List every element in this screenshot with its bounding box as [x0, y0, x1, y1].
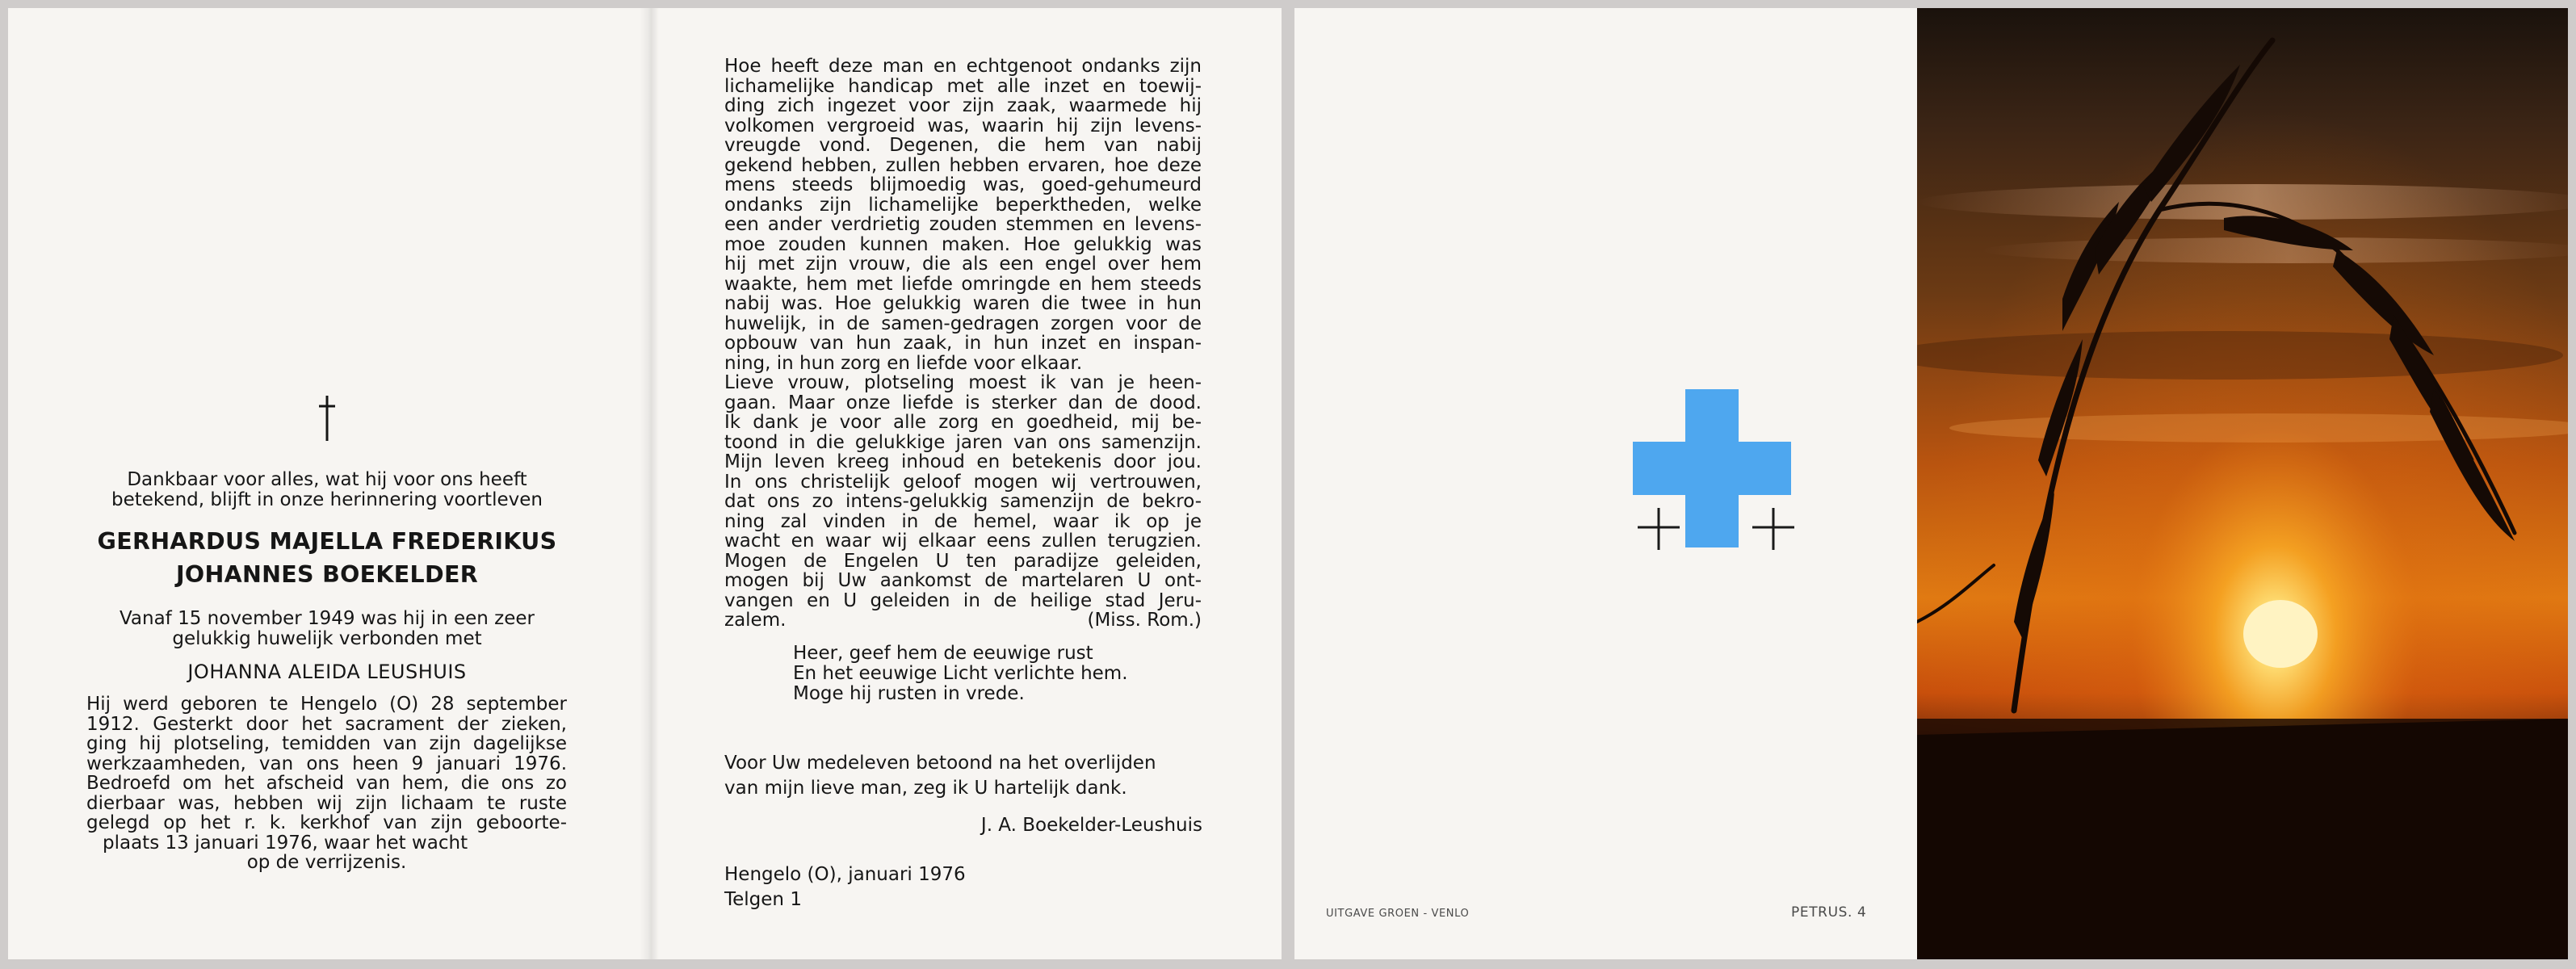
spouse-name [85, 662, 569, 682]
tribute-line: opbouw van hun zaak, in hun inzet en inspan- [724, 333, 1202, 354]
card-code-text: PETRUS. 4 [1791, 904, 1867, 921]
sunset-wheat-photo [1917, 8, 2568, 959]
tribute-line: Lieve vrouw, plotseling moest ik van je heen- [724, 372, 1202, 393]
tribute-line: huwelijk, in de samen-gedragen zorgen voor de [724, 313, 1202, 334]
deceased-name [65, 525, 589, 591]
bio-line: Hij werd geboren te Hengelo (O) 28 september [86, 694, 567, 715]
name-line-1: GERHARDUS MAJELLA FREDERIKUS [97, 528, 557, 555]
tribute-line: ding zich ingezet voor zijn zaak, waarmede hij [724, 95, 1202, 116]
thanks-line: van mijn lieve man, zeg ik U hartelijk dank. [724, 778, 1127, 799]
tribute-line: moe zouden kunnen maken. Hoe gelukkig was [724, 233, 1202, 255]
biography-text [86, 694, 567, 873]
marriage-line: Vanaf 15 november 1949 was hij in een zeer [119, 608, 535, 629]
tribute-line: Ik dank je voor alle zorg en goedheid, mij be- [724, 412, 1202, 433]
place-date [724, 862, 1128, 912]
card-code [1791, 904, 1866, 921]
tribute-line: Hoe heeft deze man en echtgenoot ondanks zijn [724, 56, 1202, 77]
tribute-line: wacht en waar wij elkaar eens zullen terugzien. [724, 531, 1202, 552]
tribute-line: Mijn leven kreeg inhoud en betekenis door jou. [724, 451, 1202, 472]
bio-line: 1912. Gesterkt door het sacrament der zieken, [86, 713, 567, 735]
latin-cross-icon [315, 394, 339, 443]
prayer-text [793, 644, 1132, 704]
spouse-name-text: JOHANNA ALEIDA LEUSHUIS [187, 661, 467, 683]
tribute-line: gekend hebben, zullen hebben ervaren, hoe deze [724, 154, 1202, 176]
tribute-line: zalem. [724, 610, 787, 631]
tribute-line: lichamelijke handicap met alle inzet en toewij- [724, 75, 1202, 97]
bio-line: werkzaamheden, van ons heen 9 januari 1976. [86, 753, 567, 774]
marriage-line: gelukkig huwelijk verbonden met [172, 628, 482, 649]
publisher-credit [1326, 908, 1469, 920]
tribute-line: toond in die gelukkige jaren van ons samenzijn. [724, 431, 1202, 453]
prayer-line: Heer, geef hem de eeuwige rust [793, 643, 1093, 664]
bio-line: dierbaar was, hebben wij zijn lichaam te ruste [86, 792, 567, 814]
prayer-line: Moge hij rusten in vrede. [793, 683, 1025, 704]
tribute-line: ondanks zijn lichamelijke beperktheden, welke [724, 194, 1202, 216]
tribute-line: ning zal vinden in de hemel, waar ik op je [724, 510, 1202, 532]
tribute-line: Mogen de Engelen U ten paradijze geleiden, [724, 550, 1202, 572]
tribute-line: vreugde vond. Degenen, die hem van nabij [724, 135, 1202, 156]
small-cross-icon [1749, 506, 1798, 552]
signature-text: J. A. Boekelder-Leushuis [980, 815, 1202, 836]
tribute-text [724, 57, 1202, 631]
tribute-line: nabij was. Hoe gelukkig waren die twee in hun [724, 293, 1202, 314]
marriage-text [85, 609, 569, 649]
tribute-line: waakte, hem met liefde omringde en hem steeds [724, 273, 1202, 295]
address-text: Telgen 1 [724, 889, 802, 910]
tribute-line: In ons christelijk geloof mogen wij vertrouwen, [724, 471, 1202, 493]
tribute-line: mens steeds blijmoedig was, goed-gehumeurd [724, 174, 1202, 195]
small-cross-icon [1634, 506, 1683, 552]
tribute-line: een ander verdrietig zouden stemmen en levens- [724, 214, 1202, 235]
tribute-line: hij met zijn vrouw, die als een engel over hem [724, 254, 1202, 275]
bio-line: Bedroefd om het afscheid van hem, die ons zo [86, 773, 567, 794]
tribute-line: vangen en U geleiden in de heilige stad Jeru- [724, 589, 1202, 611]
bio-line: gelegd op het r. k. kerkhof van zijn geboorte- [86, 812, 567, 833]
opening-text [85, 470, 569, 510]
tribute-line: volkomen vergroeid was, waarin hij zijn levens- [724, 115, 1202, 136]
photo-svg [1917, 8, 2568, 959]
tribute-line: gaan. Maar onze liefde is sterker dan de dood. [724, 392, 1202, 413]
citation: (Miss. Rom.) [1087, 610, 1202, 631]
tribute-line: ning, in hun zorg en liefde voor elkaar. [724, 352, 1083, 374]
bio-line: ging hij plotseling, temidden van zijn dagelijkse [86, 733, 567, 754]
opening-line: Dankbaar voor alles, wat hij voor ons heeft [127, 469, 527, 490]
card-fold [640, 8, 659, 959]
signature [724, 816, 1202, 836]
tribute-last-line [724, 610, 1202, 631]
publisher-text: UITGAVE GROEN - VENLO [1326, 908, 1470, 920]
thanks-text [724, 751, 1205, 801]
tribute-line: dat ons zo intens-gelukkig samenzijn de bekro- [724, 491, 1202, 512]
name-line-2: JOHANNES BOEKELDER [176, 561, 478, 588]
place-date-text: Hengelo (O), januari 1976 [724, 864, 966, 885]
bio-line: op de verrijzenis. [246, 852, 407, 873]
tribute-line: mogen bij Uw aankomst de martelaren U ont- [724, 570, 1202, 591]
prayer-line: En het eeuwige Licht verlichte hem. [793, 663, 1128, 684]
thanks-line: Voor Uw medeleven betoond na het overlijden [724, 753, 1156, 774]
opening-line: betekend, blijft in onze herinnering voortleven [111, 489, 543, 510]
bio-line: plaats 13 januari 1976, waar het wacht [103, 832, 468, 854]
